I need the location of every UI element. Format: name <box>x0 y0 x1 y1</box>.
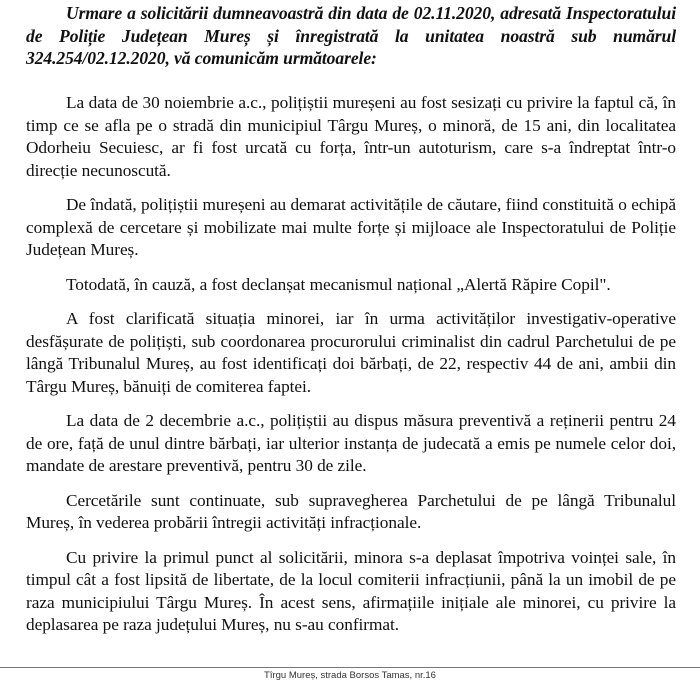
intro-statement: Urmare a solicitării dumneavoastră din data de 02.11.2020, adresată Inspectoratului de Poliție Județean Mureș și înregistrată la unitatea noastră sub numărul 324.254/02.12.2020, vă comunicăm următoarele: <box>26 3 676 68</box>
footer-address: Tîrgu Mureș, strada Borsos Tamas, nr.16 <box>264 670 436 681</box>
footer-divider <box>0 667 700 668</box>
paragraph-first-point-answer: Cu privire la primul punct al solicitării, minora s-a deplasat împotriva voinței sale, în timpul cât a fost lipsită de libertate, de la locul comiterii infracțiunii, până la un imobil de pe raza municipiului Târgu Mureș. În acest sens, afirmațiile inițiale ale minorei, cu privire la deplasarea pe raza județului Mureș, nu s-au confirmat. <box>26 547 676 634</box>
paragraph-incident-report: La data de 30 noiembrie a.c., polițiștii mureșeni au fost sesizați cu privire la faptul că, în timp ce se afla pe o stradă din municipiul Târgu Mureș, o minoră, de 15 ani, din localitatea Odorheiu Secuiesc, ar fi fost urcată cu forța, într-un autoturism, care s-a îndreptat într-o direcție necunoscută. <box>26 93 676 180</box>
paragraph-investigation-continues: Cercetările sunt continuate, sub supravegherea Parchetului de pe lângă Tribunalul Mureș, în vederea probării întregii activități infracționale. <box>26 490 676 532</box>
paragraph-arrest-measures: La data de 2 decembrie a.c., polițiștii au dispus măsura preventivă a reținerii pentru 24 de ore, față de unul dintre bărbați, iar ulterior instanța de judecată a emis pe numele celor doi, mandate de arestare preventivă, pentru 30 de zile. <box>26 411 676 475</box>
paragraph-suspects-identified: A fost clarificată situația minorei, iar în urma activităților investigativ-operative desfășurate de polițiști, sub coordonarea procurorului criminalist din cadrul Parchetului de pe lângă Tribunalul Mureș, au fost identificați doi bărbați, de 22, respectiv 44 de ani, ambii din Târgu Mureș, bănuiți de comiterea faptei. <box>26 309 676 396</box>
paragraph-search-activities: De îndată, polițiștii mureșeni au demarat activitățile de căutare, fiind constituită o echipă complexă de cercetare și mobilizate mai multe forțe și mijloace ale Inspectoratului de Poliție Județean Mureș. <box>26 195 676 259</box>
document-body <box>26 92 676 649</box>
paragraph-child-abduction-alert: Totodată, în cauză, a fost declanșat mecanismul național „Alertă Răpire Copil". <box>66 274 611 294</box>
